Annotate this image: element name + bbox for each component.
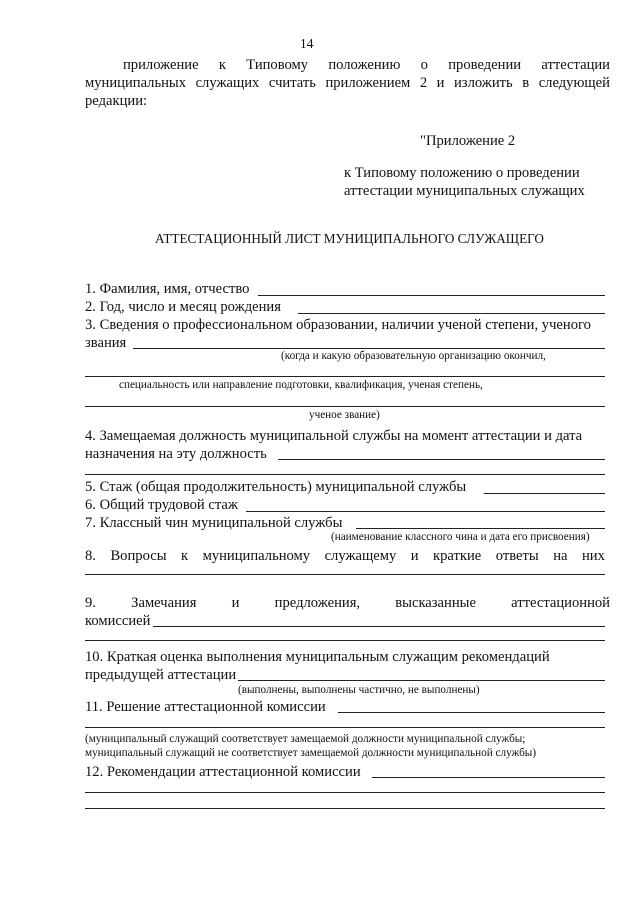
intro-line-2-word: и <box>436 75 445 91</box>
item-9-field-line[interactable] <box>153 626 605 627</box>
item-12-field-line-3[interactable] <box>85 808 605 809</box>
intro-line-3: редакции: <box>85 93 148 109</box>
item-9-field-line-2[interactable] <box>85 640 605 641</box>
item-3-hint-2: специальность или направление подготовки, квалификация, ученая степень, <box>119 379 483 391</box>
item-8-word: Вопросы <box>110 548 167 564</box>
item-9-word: аттестационной <box>511 595 610 611</box>
item-8-word: ответы <box>495 548 539 564</box>
item-3-label: 3. Сведения о профессиональном образовании, наличии ученой степени, ученого <box>85 317 591 333</box>
item-7-hint: (наименование классного чина и дата его присвоения) <box>331 531 590 543</box>
item-3-label-cont: звания <box>85 335 127 351</box>
item-11-hint-2: муниципальный служащий не соответствует замещаемой должности муниципальной службы) <box>85 747 537 759</box>
item-2-label: 2. Год, число и месяц рождения <box>85 299 281 315</box>
item-9-label-cont: комиссией <box>85 613 151 629</box>
page-number: 14 <box>300 36 314 51</box>
item-12-label: 12. Рекомендации аттестационной комиссии <box>85 764 361 780</box>
item-8-word: них <box>581 548 605 564</box>
intro-line-2-word: служащих <box>195 75 260 91</box>
item-9-word: Замечания <box>131 595 197 611</box>
item-9-label <box>85 594 610 612</box>
item-1-field-line[interactable] <box>258 295 605 296</box>
item-3-field-line-2[interactable] <box>85 376 605 377</box>
item-1-label: 1. Фамилия, имя, отчество <box>85 281 250 297</box>
intro-line-1-word: к <box>218 57 226 73</box>
intro-line-2 <box>85 74 610 92</box>
item-8-word: 8. <box>85 548 96 564</box>
intro-line-2-word: приложением <box>325 75 411 91</box>
appendix-label: "Приложение 2 <box>420 133 516 149</box>
item-3-hint-3: ученое звание) <box>309 409 380 421</box>
item-11-field-line[interactable] <box>338 712 605 713</box>
intro-line-1-word: проведении <box>448 57 522 73</box>
intro-line-2-word: изложить <box>454 75 513 91</box>
item-5-label: 5. Стаж (общая продолжительность) муниципальной службы <box>85 479 467 495</box>
item-4-label-cont: назначения на эту должность <box>85 446 267 462</box>
item-8-word: краткие <box>433 548 482 564</box>
intro-line-1 <box>123 56 610 74</box>
intro-line-2-word: следующей <box>538 75 610 91</box>
item-8-field-line[interactable] <box>85 574 605 575</box>
item-11-label: 11. Решение аттестационной комиссии <box>85 699 326 715</box>
appendix-line-2: аттестации муниципальных служащих <box>344 183 585 199</box>
item-9-word: 9. <box>85 595 96 611</box>
item-6-label: 6. Общий трудовой стаж <box>85 497 238 513</box>
intro-line-1-word: приложение <box>123 57 199 73</box>
intro-line-2-word: в <box>522 75 530 91</box>
item-12-field-line[interactable] <box>372 777 605 778</box>
item-2-field-line[interactable] <box>298 313 605 314</box>
item-8-label <box>85 547 605 565</box>
intro-line-1-word: положению <box>328 57 401 73</box>
item-4-field-line-2[interactable] <box>85 474 605 475</box>
item-10-label: 10. Краткая оценка выполнения муниципальным служащим рекомендаций <box>85 649 550 665</box>
item-7-field-line[interactable] <box>356 528 605 529</box>
item-10-field-line[interactable] <box>238 680 605 681</box>
item-4-field-line[interactable] <box>278 459 605 460</box>
item-10-label-cont: предыдущей аттестации <box>85 667 237 683</box>
intro-line-2-word: муниципальных <box>85 75 187 91</box>
intro-line-2-word: считать <box>268 75 316 91</box>
item-5-field-line[interactable] <box>484 493 605 494</box>
item-8-word: и <box>410 548 419 564</box>
appendix-line-1: к Типовому положению о проведении <box>344 165 580 181</box>
item-12-field-line-2[interactable] <box>85 792 605 793</box>
item-11-field-line-2[interactable] <box>85 727 605 728</box>
item-3-field-line[interactable] <box>133 348 605 349</box>
item-9-word: и <box>231 595 240 611</box>
item-8-word: муниципальному <box>202 548 311 564</box>
item-3-field-line-3[interactable] <box>85 406 605 407</box>
document-title: АТТЕСТАЦИОННЫЙ ЛИСТ МУНИЦИПАЛЬНОГО СЛУЖАЩЕГО <box>155 231 544 246</box>
item-8-word: на <box>553 548 568 564</box>
intro-line-2-word: 2 <box>419 75 428 91</box>
item-6-field-line[interactable] <box>246 511 605 512</box>
item-9-word: предложения, <box>274 595 361 611</box>
intro-line-1-word: аттестации <box>541 57 610 73</box>
item-11-hint-1: (муниципальный служащий соответствует замещаемой должности муниципальной службы; <box>85 733 526 745</box>
item-7-label: 7. Классный чин муниципальной службы <box>85 515 343 531</box>
item-3-hint-1: (когда и какую образовательную организацию окончил, <box>281 350 546 362</box>
item-8-word: к <box>181 548 189 564</box>
item-8-word: служащему <box>324 548 397 564</box>
item-9-word: высказанные <box>395 595 476 611</box>
intro-line-1-word: Типовому <box>246 57 309 73</box>
item-4-label: 4. Замещаемая должность муниципальной службы на момент аттестации и дата <box>85 428 583 444</box>
item-10-hint: (выполнены, выполнены частично, не выполнены) <box>238 684 480 696</box>
intro-line-1-word: о <box>420 57 428 73</box>
